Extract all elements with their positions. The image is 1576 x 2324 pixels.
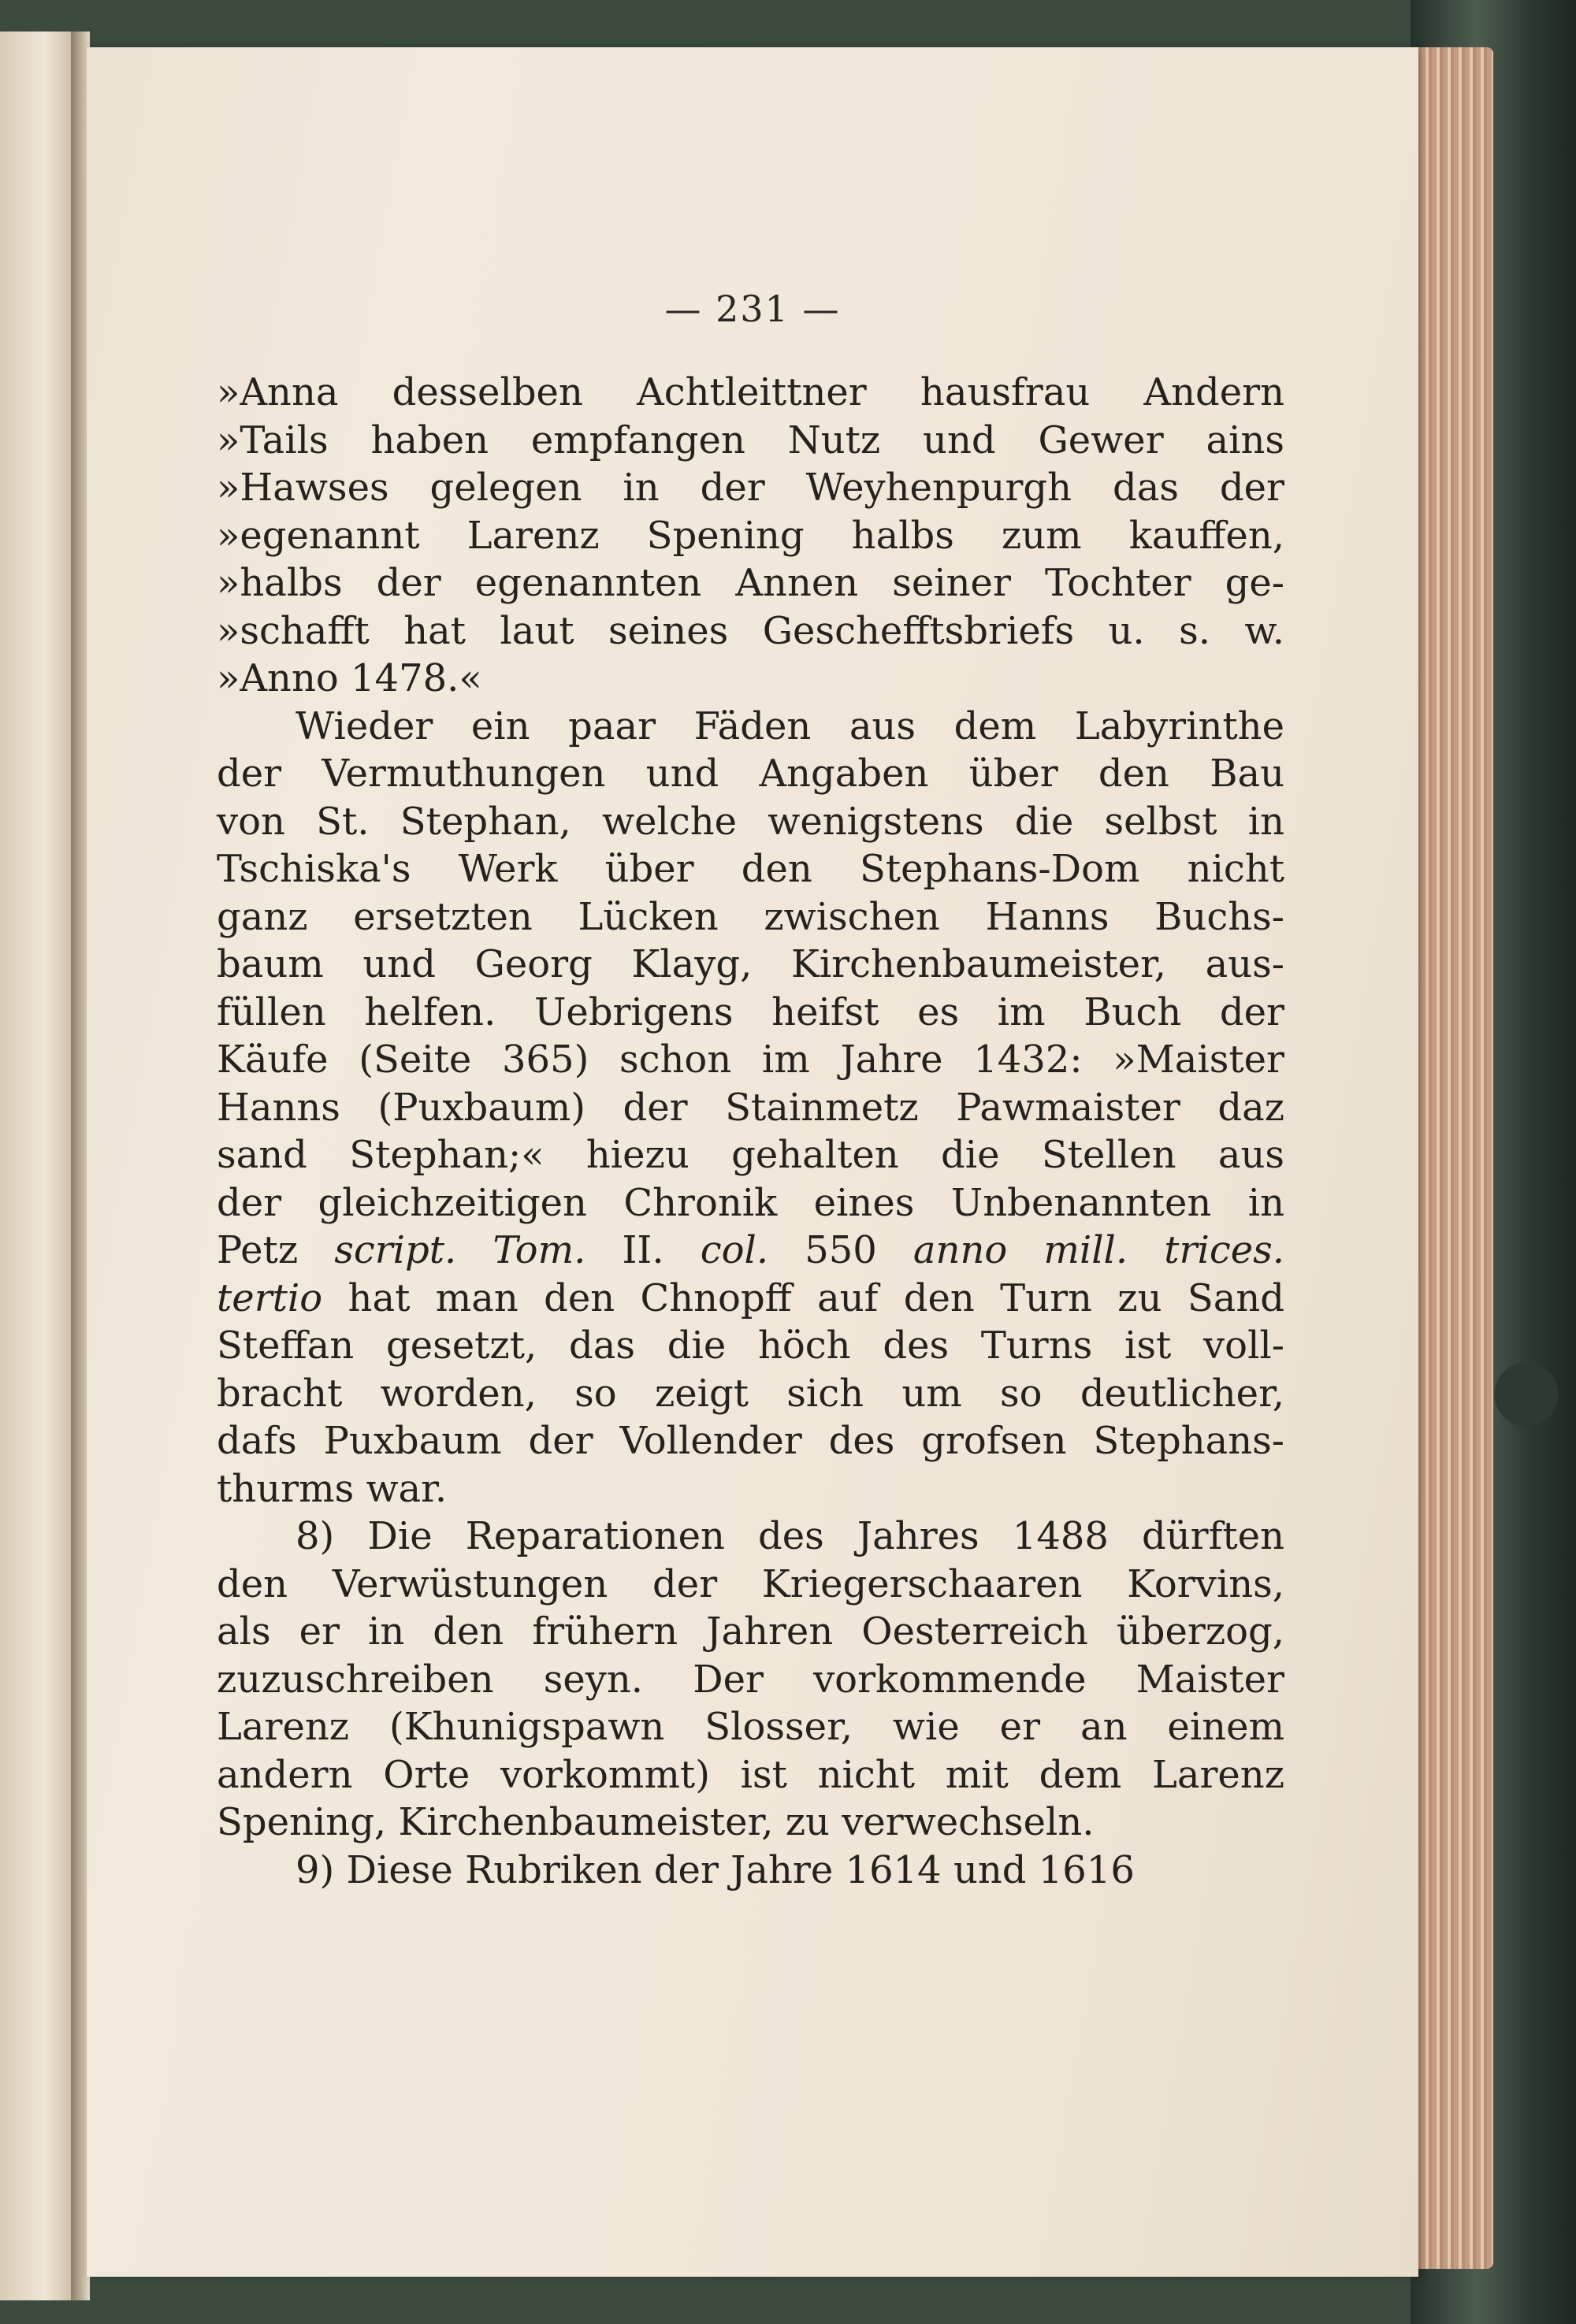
paragraph-start: 8) Die Reparationen des Jahres 1488 dürften (296, 1514, 1284, 1558)
text-line: »halbs der egenannten Annen seiner Tochter ge- (217, 561, 1284, 605)
text-line: »Anno 1478.« (217, 656, 482, 700)
text-line: baum und Georg Klayg, Kirchenbaumeister, aus- (217, 942, 1284, 986)
text-line: Hanns (Puxbaum) der Stainmetz Pawmaister daz (217, 1085, 1284, 1130)
text-line: sand Stephan;« hiezu gehalten die Stellen aus (217, 1133, 1284, 1177)
text-line: »schafft hat laut seines Geschefftsbriefs u. s. w. (217, 608, 1284, 653)
text-line: »egenannt Larenz Spening halbs zum kauffen, (217, 513, 1284, 558)
text-line: »Anna desselben Achtleittner hausfrau Andern (217, 370, 1284, 414)
left-page-edge (0, 32, 75, 2300)
text-line: Petz script. Tom. II. col. 550 anno mill. trices. (217, 1228, 1285, 1272)
text-line: der gleichzeitigen Chronik eines Unbenannten in (217, 1180, 1284, 1225)
paragraph-start: Wieder ein paar Fäden aus dem Labyrinthe (296, 704, 1284, 748)
text-line: Tschiska's Werk über den Stephans-Dom nicht (217, 847, 1284, 891)
text-line: von St. Stephan, welche wenigstens die selbst in (217, 799, 1284, 844)
text-line: füllen helfen. Uebrigens heifst es im Buch der (217, 989, 1284, 1034)
text-line: bracht worden, so zeigt sich um so deutlicher, (217, 1371, 1284, 1416)
text-line: als er in den frühern Jahren Oesterreich überzog, (217, 1609, 1284, 1654)
body-text (217, 369, 1284, 1894)
text-line: »Tails haben empfangen Nutz und Gewer ains (217, 418, 1284, 462)
book-page (87, 47, 1418, 2277)
text-line: andern Orte vorkommt) ist nicht mit dem Larenz (217, 1752, 1284, 1797)
page-number: — 231 — (664, 288, 841, 330)
text-line: ganz ersetzten Lücken zwischen Hanns Buchs- (217, 894, 1284, 939)
text-line: der Vermuthungen und Angaben über den Bau (217, 752, 1284, 796)
text-line: »Hawses gelegen in der Weyhenpurgh das der (217, 466, 1284, 510)
text-line: Käufe (Seite 365) schon im Jahre 1432: »Maister (217, 1038, 1284, 1082)
paragraph-start: 9) Diese Rubriken der Jahre 1614 und 1616 (296, 1847, 1135, 1892)
text-line: tertio hat man den Chnopff auf den Turn zu Sand (217, 1275, 1284, 1320)
text-line: zuzuschreiben seyn. Der vorkommende Maister (217, 1657, 1284, 1702)
text-line: Steffan gesetzt, das die höch des Turns ist voll- (217, 1323, 1284, 1368)
text-line: thurms war. (217, 1466, 448, 1511)
text-line: Larenz (Khunigspawn Slosser, wie er an einem (217, 1705, 1284, 1749)
text-line: Spening, Kirchenbaumeister, zu verwechseln. (217, 1800, 1095, 1844)
text-line: den Verwüstungen der Kriegerschaaren Korvins, (217, 1561, 1284, 1606)
text-line: dafs Puxbaum der Vollender des grofsen Stephans- (217, 1419, 1284, 1463)
